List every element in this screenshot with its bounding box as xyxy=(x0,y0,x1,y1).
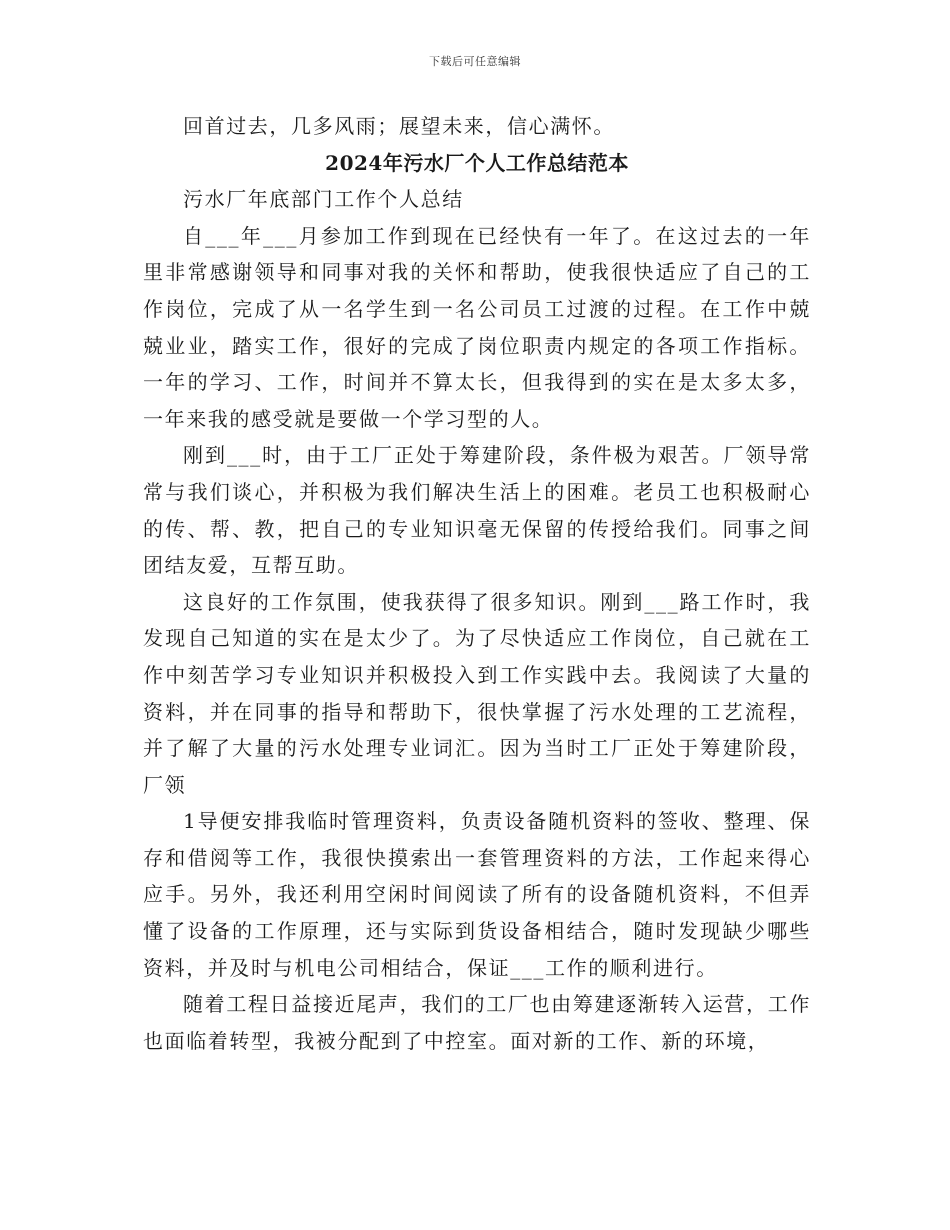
paragraph: 刚到___时，由于工厂正处于筹建阶段，条件极为艰苦。厂领导常常与我们谈心，并积极为我们解决生活上的困难。老员工也积极耐心的传、帮、教，把自己的专业知识毫无保留的传授给我们。同事之间团结友爱，互帮互助。 xyxy=(143,443,811,578)
document-body xyxy=(143,108,811,1059)
document-title: 2024年污水厂个人工作总结范本 xyxy=(325,150,629,175)
paragraph: 自___年___月参加工作到现在已经快有一年了。在这过去的一年里非常感谢领导和同事对我的关怀和帮助，使我很快适应了自己的工作岗位，完成了从一名学生到一名公司员工过渡的过程。在工作中兢兢业业，踏实工作，很好的完成了岗位职责内规定的各项工作指标。一年的学习、工作，时间并不算太长，但我得到的实在是太多太多，一年来我的感受就是要做一个学习型的人。 xyxy=(143,223,811,431)
document-subtitle: 污水厂年底部门工作个人总结 xyxy=(183,187,464,212)
paragraph: 这良好的工作氛围，使我获得了很多知识。刚到___路工作时，我发现自己知道的实在是太少了。为了尽快适应工作岗位，自己就在工作中刻苦学习专业知识并积极投入到工作实践中去。我阅读了大量的资料，并在同事的指导和帮助下，很快掌握了污水处理的工艺流程，并了解了大量的污水处理专业词汇。因为当时工厂正处于筹建阶段，厂领 xyxy=(143,589,811,797)
page-header: 下载后可任意编辑 xyxy=(429,55,521,68)
paragraph: 1导便安排我临时管理资料，负责设备随机资料的签收、整理、保存和借阅等工作，我很快摸索出一套管理资料的方法，工作起来得心应手。另外，我还利用空闲时间阅读了所有的设备随机资料，不但弄懂了设备的工作原理，还与实际到货设备相结合，随时发现缺少哪些资料，并及时与机电公司相结合，保证___工作的顺利进行。 xyxy=(143,809,811,980)
paragraph: 随着工程日益接近尾声，我们的工厂也由筹建逐渐转入运营，工作也面临着转型，我被分配到了中控室。面对新的工作、新的环境， xyxy=(143,992,811,1053)
intro-line: 回首过去，几多风雨；展望未来，信心满怀。 xyxy=(183,114,615,138)
